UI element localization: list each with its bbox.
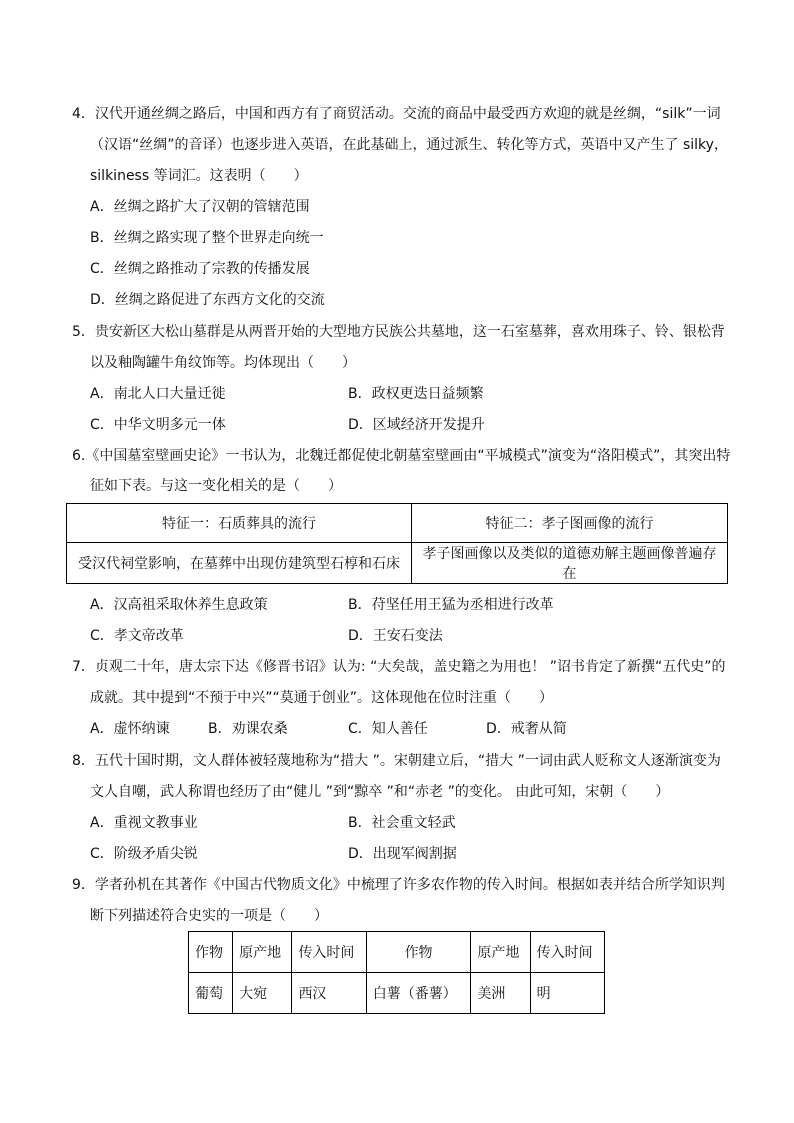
table-row bbox=[189, 932, 605, 973]
table-row bbox=[189, 973, 605, 1014]
table-header-cell: 作物 bbox=[366, 932, 471, 973]
q7-stem-line1: 7．贞观二十年，唐太宗下达《修晋书诏》认为: “大矣哉，盖史籍之为用也！ ”诏书肯定了新撰“五代史”的 bbox=[72, 659, 726, 675]
q4-option-d: D．丝绸之路促进了东西方文化的交流 bbox=[90, 292, 325, 308]
q5-option-c: C．中华文明多元一体 bbox=[90, 417, 226, 433]
q6-option-c: C．孝文帝改革 bbox=[90, 628, 184, 644]
q8-stem-line1: 8．五代十国时期，文人群体被轻蔑地称为“措大 ”。宋朝建立后，“措大 ”一词由武人贬称文人逐渐演变为 bbox=[72, 753, 721, 769]
q4-option-c: C．丝绸之路推动了宗教的传播发展 bbox=[90, 261, 310, 277]
q4-stem-line3: silkiness 等词汇。这表明（ ） bbox=[90, 168, 308, 184]
table-row bbox=[67, 504, 728, 543]
q6-option-d: D．王安石变法 bbox=[348, 628, 443, 644]
table-cell: 受汉代祠堂影响，在墓葬中出现仿建筑型石椁和石床 bbox=[67, 543, 412, 584]
table-cell: 西汉 bbox=[292, 973, 366, 1014]
q7-option-d: D．戒奢从简 bbox=[486, 721, 567, 737]
table-header-cell: 特征二：孝子图画像的流行 bbox=[412, 504, 728, 543]
q7-option-c: C．知人善任 bbox=[348, 721, 428, 737]
table-header-cell: 特征一：石质葬具的流行 bbox=[67, 504, 412, 543]
table-row bbox=[67, 543, 728, 584]
table-header-cell: 作物 bbox=[189, 932, 233, 973]
q8-option-a: A．重视文教事业 bbox=[90, 815, 198, 831]
q4-stem-line1: 4．汉代开通丝绸之路后，中国和西方有了商贸活动。交流的商品中最受西方欢迎的就是丝绸，“silk”一词 bbox=[72, 106, 721, 122]
q9-stem-line1: 9．学者孙机在其著作《中国古代物质文化》中梳理了许多农作物的传入时间。根据如表并结合所学知识判 bbox=[72, 877, 725, 893]
q5-option-d: D．区域经济开发提升 bbox=[348, 417, 485, 433]
q7-option-a: A．虚怀纳谏 bbox=[90, 721, 170, 737]
table-header-cell: 原产地 bbox=[471, 932, 530, 973]
q6-stem-line1: 6.《中国墓室壁画史论》一书认为，北魏迁都促使北朝墓室壁画由“平城模式”演变为“洛阳模式”，其突出特 bbox=[72, 448, 731, 464]
table-header-cell: 原产地 bbox=[233, 932, 292, 973]
q9-stem-line2: 断下列描述符合史实的一项是（ ） bbox=[90, 908, 328, 924]
q6-option-b: B．苻坚任用王猛为丞相进行改革 bbox=[348, 597, 554, 613]
table-cell: 美洲 bbox=[471, 973, 530, 1014]
table-cell: 孝子图画像以及类似的道德劝解主题画像普遍存在 bbox=[412, 543, 728, 584]
q5-stem-line1: 5．贵安新区大松山墓群是从两晋开始的大型地方民族公共墓地，这一石室墓葬，喜欢用珠子、铃、银松背 bbox=[72, 324, 725, 340]
q5-stem-line2: 以及釉陶罐牛角纹饰等。均体现出（ ） bbox=[90, 355, 356, 371]
table-cell: 明 bbox=[530, 973, 604, 1014]
q6-option-a: A．汉高祖采取休养生息政策 bbox=[90, 597, 268, 613]
q8-option-c: C．阶级矛盾尖锐 bbox=[90, 846, 198, 862]
q8-option-b: B．社会重文轻武 bbox=[348, 815, 456, 831]
table-cell: 葡萄 bbox=[189, 973, 233, 1014]
q4-option-a: A．丝绸之路扩大了汉朝的管辖范围 bbox=[90, 199, 310, 215]
q8-stem-line2: 文人自嘲，武人称谓也经历了由“健儿 ”到“黥卒 ”和“赤老 ”的变化。 由此可知，宋朝（ ） bbox=[90, 784, 670, 800]
q5-option-b: B．政权更迭日益频繁 bbox=[348, 386, 484, 402]
q7-stem-line2: 成就。其中提到“不预于中兴”“莫通于创业”。这体现他在位时注重（ ） bbox=[90, 690, 554, 706]
table-cell: 大宛 bbox=[233, 973, 292, 1014]
q4-option-b: B．丝绸之路实现了整个世界走向统一 bbox=[90, 230, 324, 246]
q6-table bbox=[66, 503, 728, 584]
q8-option-d: D．出现军阀割据 bbox=[348, 846, 457, 862]
q9-table bbox=[188, 931, 605, 1014]
table-header-cell: 传入时间 bbox=[530, 932, 604, 973]
table-header-cell: 传入时间 bbox=[292, 932, 366, 973]
q7-option-b: B．劝课农桑 bbox=[208, 721, 288, 737]
q6-stem-line2: 征如下表。与这一变化相关的是（ ） bbox=[90, 478, 342, 494]
q5-option-a: A．南北人口大量迁徙 bbox=[90, 386, 226, 402]
q4-stem-line2: （汉语“丝绸”的音译）也逐步进入英语，在此基础上，通过派生、转化等方式，英语中又产生了 silky， bbox=[90, 137, 728, 153]
table-cell: 白薯（番薯） bbox=[366, 973, 471, 1014]
